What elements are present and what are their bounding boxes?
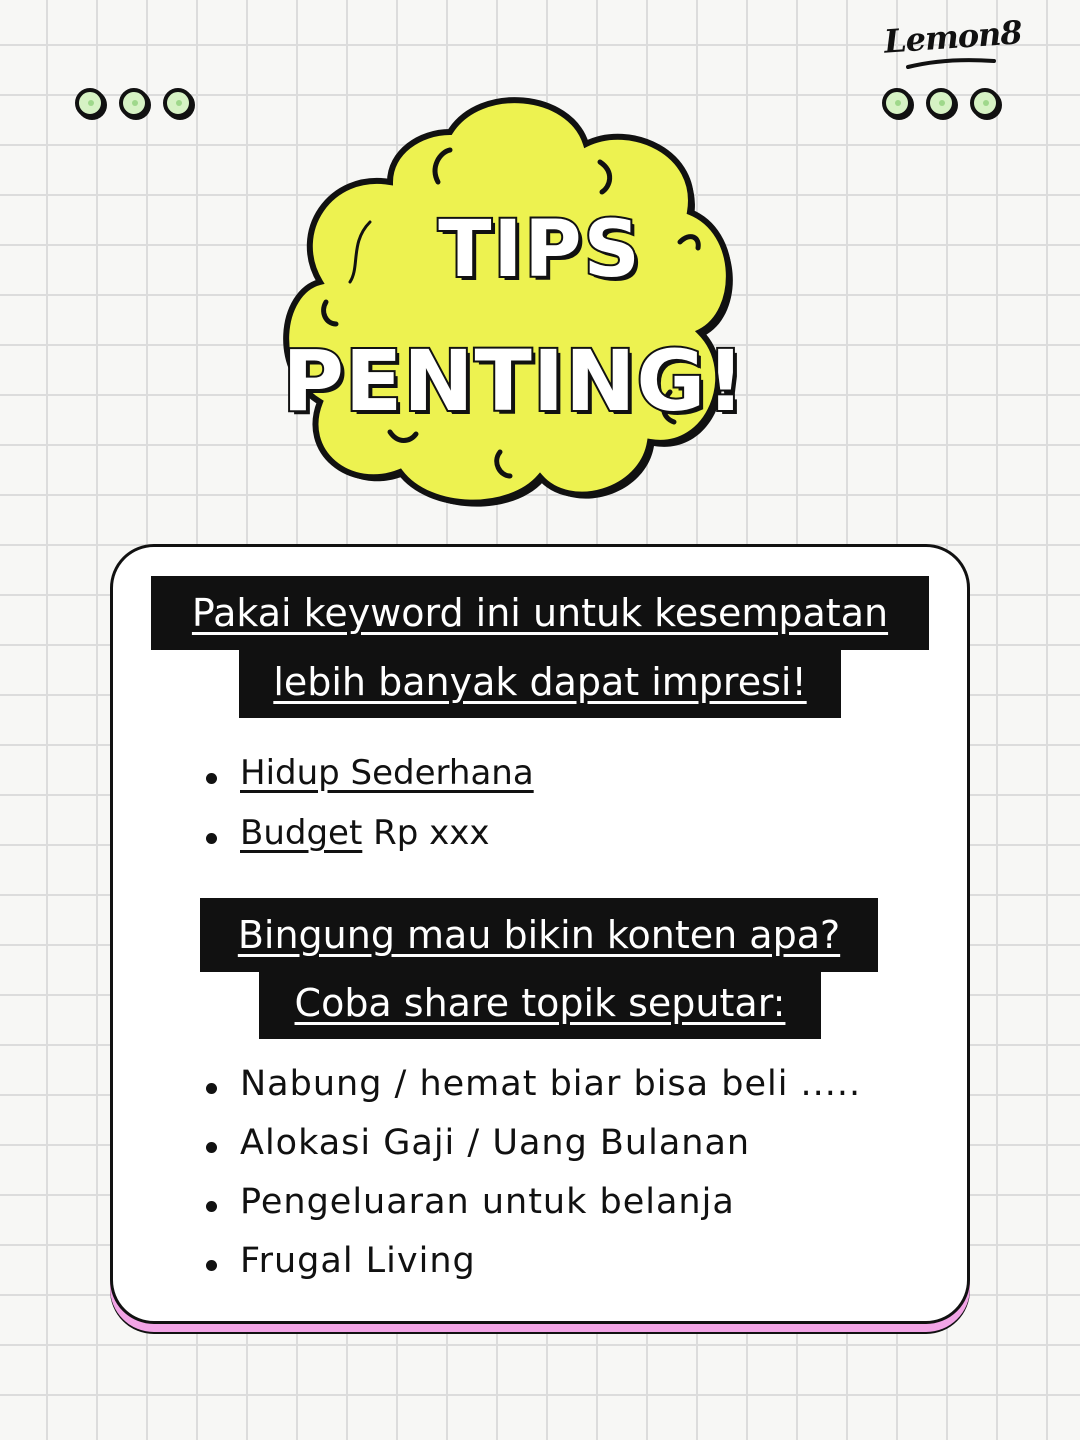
title-line-2: PENTING! [282,332,746,430]
list-item: Hidup Sederhana [206,748,534,808]
logo-underline-icon [906,56,998,70]
dot-icon [119,88,149,118]
topic-list [206,1058,861,1294]
list-item: Pengeluaran untuk belanja [206,1176,861,1235]
section1-heading-line-2: lebih banyak dapat impresi! [239,646,841,718]
cloud-body [286,100,729,503]
section1-heading-line-1: Pakai keyword ini untuk kesempatan [151,576,929,650]
brand-logo: Lemon8 [882,13,1023,61]
dot-icon [163,88,193,118]
list-item: Nabung / hemat biar bisa beli ..... [206,1058,861,1117]
list-item: Alokasi Gaji / Uang Bulanan [206,1117,861,1176]
list-item: Budget Rp xxx [206,808,534,868]
dot-icon [75,88,105,118]
decor-dots-left [75,88,193,118]
dot-icon [926,88,956,118]
list-item: Frugal Living [206,1235,861,1294]
section2-heading-line-1: Bingung mau bikin konten apa? [200,898,878,972]
dot-icon [970,88,1000,118]
cloud-shape-icon [270,92,750,522]
keyword-list [206,748,534,868]
dot-icon [882,88,912,118]
title-line-1: TIPS [438,205,642,295]
section2-heading-line-2: Coba share topik seputar: [259,967,821,1039]
decor-dots-right [882,88,1000,118]
